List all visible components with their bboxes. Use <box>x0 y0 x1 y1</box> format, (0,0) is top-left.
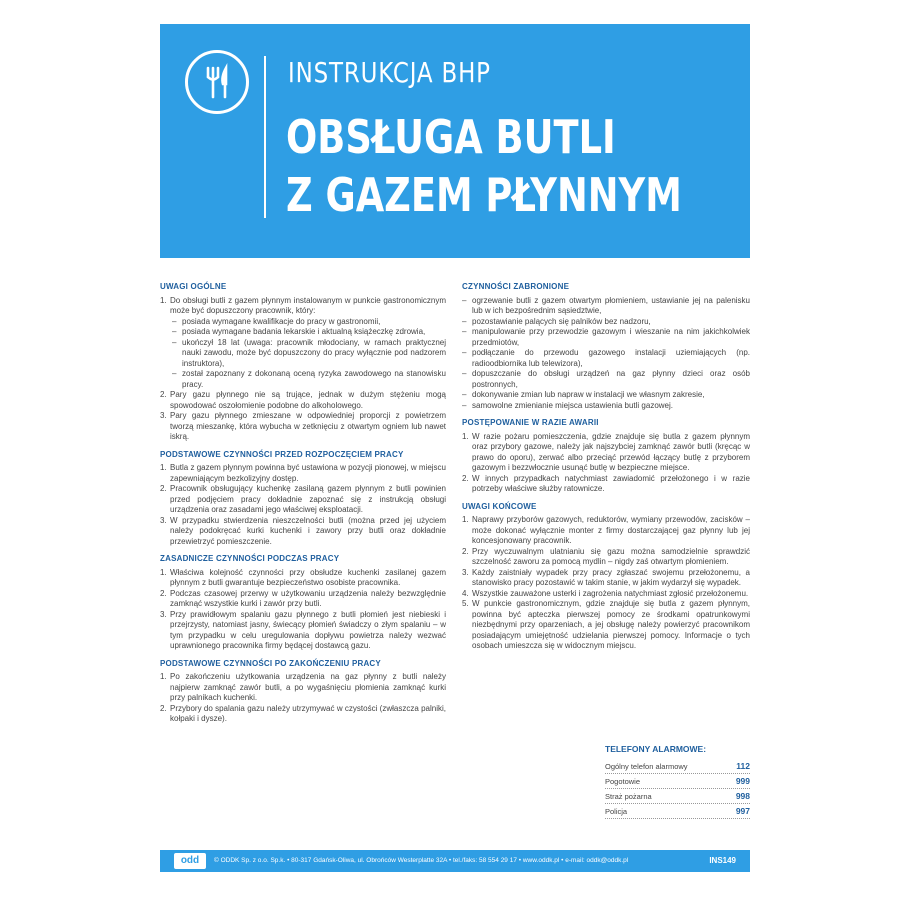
sub-item: – został zapoznany z dokonaną oceną ryzyka zawodowego na stanowisku pracy. <box>172 369 446 389</box>
list-item: 5. W punkcie gastronomicznym, gdzie znajduje się butla z gazem płynnym, powinna być apteczka pierwszej pomocy ze środkami opatrunkowymi niezbędnymi przy oparzeniach, a jej obsługę należy powierzyć pracownikom posiadającym umiejętność udzielania pierwszej pomocy. Informacje o tych osobach umieszcza się w widocznym miejscu. <box>462 599 750 650</box>
list-item: 3. Każdy zaistniały wypadek przy pracy zgłaszać swojemu przełożonemu, a stanowisko pracy pozostawić w takim stanie, w jakim wydarzył się wypadek. <box>462 567 750 587</box>
list-item: 2. Pracownik obsługujący kuchenkę zasilaną gazem płynnym z butli powinien przed podjęciem pracy dokładnie zapoznać się z instrukcją obsługi urządzenia oraz zasadami jego właściwej eksploatacji. <box>160 484 446 514</box>
fork-knife-icon <box>185 50 249 114</box>
sub-item: – posiada wymagane kwalifikacje do pracy w gastronomii, <box>172 316 381 326</box>
section-zabronione <box>462 282 750 411</box>
list-item: 1. Do obsługi butli z gazem płynnym instalowanym w punkcie gastronomicznym może być dopuszczony pracownik, który: <box>160 295 446 315</box>
section-heading: ZASADNICZE CZYNNOŚCI PODCZAS PRACY <box>160 554 340 563</box>
phones-heading: TELEFONY ALARMOWE: <box>605 744 707 754</box>
sub-item: – posiada wymagane badania lekarskie i aktualną książeczkę zdrowia, <box>172 327 426 336</box>
section-heading: PODSTAWOWE CZYNNOŚCI PRZED ROZPOCZĘCIEM PRACY <box>160 449 404 459</box>
title-line-1: OBSŁUGA BUTLI <box>286 110 616 164</box>
list-item: 1. Naprawy przyborów gazowych, reduktorów, wymiany przewodów, zacisków – może dokonać wyłącznie monter z firmy dostarczającej gaz płynny lub jej koncesjonowany pracownik. <box>462 515 750 545</box>
section-awaria <box>462 418 750 495</box>
footer-bar <box>160 850 750 872</box>
list-item: 1. W razie pożaru pomieszczenia, gdzie znajduje się butla z gazem płynnym oraz przybory gazowe, należy jak najszybciej zamknąć zawór butli (kręcąc w prawo do oporu), zerwać albo przeciąć przewód łączący butlę z przyborem gazowym i bezzwłocznie usunąć butlę w bezpieczne miejsce. <box>462 431 750 472</box>
list-item: 3. Pary gazu płynnego zmieszane w odpowiedniej proporcji z powietrzem tworzą mieszankę, która wybucha w zetknięciu z otwartym ogniem lub nawet iskrą. <box>160 411 446 441</box>
list-item: 2. Przy wyczuwalnym ulatnianiu się gazu można samodzielnie sprawdzić szczelność zaworu za pomocą mydlin – nigdy zaś otwartym płomieniem. <box>462 546 750 566</box>
list-item: 1. Butla z gazem płynnym powinna być ustawiona w pozycji pionowej, w miejscu zapewniającym bezkolizyjny dostęp. <box>160 463 446 483</box>
list-item: 4. Wszystkie zauważone usterki i zagrożenia natychmiast zgłosić przełożonemu. <box>462 588 749 598</box>
phone-row: Ogólny telefon alarmowy 112 <box>605 760 750 774</box>
list-item: – dokonywanie zmian lub napraw w instalacji we własnym zakresie, <box>462 390 705 399</box>
list-item: – ogrzewanie butli z gazem otwartym płomieniem, ustawianie jej na palenisku lub w ich bezpośrednim sąsiedztwie, <box>462 295 750 315</box>
title-line-2: Z GAZEM PŁYNNYM <box>286 168 682 222</box>
section-heading: UWAGI KOŃCOWE <box>462 501 537 511</box>
list-item: 2. Przybory do spalania gazu należy utrzymywać w czystości (zwłaszcza palniki, kołpaki i dysze). <box>160 703 446 723</box>
list-item: – podłączanie do przewodu gazowego instalacji uziemiających (np. radioodbiornika lub telewizora), <box>462 348 750 368</box>
list-item: – dopuszczanie do obsługi urządzeń na gaz płynny dzieci oraz osób postronnych, <box>462 369 750 389</box>
list-item: 2. Podczas czasowej przerwy w użytkowaniu urządzenia należy bezwzględnie zamknąć wszystkie kurki i zawór przy butli. <box>160 588 446 608</box>
list-item: 3. Przy prawidłowym spalaniu gazu płynnego z butli płomień jest niebieski i przejrzysty, natomiast jasny, świecący płomień świadczy o złym spalaniu – w tym przypadku w celu uregulowania dopływu powietrza należy wezwać uprawnionego pracownika firmy będącej dostawcą gazu. <box>160 609 446 650</box>
right-column <box>462 282 750 659</box>
list-item: – pozostawianie palących się palników bez nadzoru, <box>462 316 651 326</box>
phone-row: Straż pożarna 998 <box>605 790 750 804</box>
publisher-logo: odd <box>174 853 206 869</box>
page-title <box>286 108 682 224</box>
header-divider <box>264 56 266 218</box>
section-uwagi-ogolne <box>160 282 446 443</box>
list-item: 2. W innych przypadkach natychmiast zawiadomić przełożonego i w razie potrzeby właściwe służby ratownicze. <box>462 473 750 493</box>
section-uwagi-koncowe <box>462 502 750 652</box>
section-przed-praca <box>160 450 446 548</box>
left-column <box>160 282 446 732</box>
list-item: – manipulowanie przy przewodzie gazowym i wieszanie na nim jakichkolwiek przedmiotów, <box>462 327 750 347</box>
header-kicker: INSTRUKCJA BHP <box>288 56 491 89</box>
phone-row: Policja 997 <box>605 805 750 819</box>
sub-item: – ukończył 18 lat (uwaga: pracownik młodociany, w ramach praktycznej nauki zawodu, może być dopuszczony do pracy wyłącznie pod nadzorem instruktora), <box>172 337 446 368</box>
emergency-phones <box>605 744 750 820</box>
footer-contact: © ODDK Sp. z o.o. Sp.k. • 80-317 Gdańsk-Oliwa, ul. Obrońców Westerplatte 32A • tel./faks: 58 554 29 17 • www.oddk.pl • e-mail: oddk@oddk.pl <box>214 857 629 864</box>
section-heading: PODSTAWOWE CZYNNOŚCI PO ZAKOŃCZENIU PRACY <box>160 658 381 668</box>
section-podczas-pracy <box>160 554 446 652</box>
section-po-pracy <box>160 659 446 725</box>
list-item: – samowolne zmienianie miejsca ustawienia butli gazowej. <box>462 400 673 410</box>
section-heading: CZYNNOŚCI ZABRONIONE <box>462 282 570 291</box>
list-item: 1. Po zakończeniu użytkowania urządzenia na gaz płynny z butli należy najpierw zamknąć zawór butli, a po wygaśnięciu płomienia zamknąć kurki przy palnikach kuchenki. <box>160 672 446 702</box>
list-item: 3. W przypadku stwierdzenia nieszczelności butli (można przed jej użyciem należy podokręcać kurki kuchenki i zawory przy butli oraz dokładnie przewietrzyć pomieszczenie. <box>160 515 446 546</box>
phone-row: Pogotowie 999 <box>605 775 750 789</box>
document-code: INS149 <box>709 856 736 865</box>
section-heading: POSTĘPOWANIE W RAZIE AWARII <box>462 418 599 427</box>
list-item: 1. Właściwa kolejność czynności przy obsłudze kuchenki zasilanej gazem płynnym z butli gwarantuje bezpieczeństwo osobiste pracownika. <box>160 567 446 587</box>
header-banner <box>160 24 750 258</box>
section-heading: UWAGI OGÓLNE <box>160 282 227 291</box>
list-item: 2. Pary gazu płynnego nie są trujące, jednak w dużym stężeniu mogą spowodować oszołomienie podobne do alkoholowego. <box>160 390 446 410</box>
